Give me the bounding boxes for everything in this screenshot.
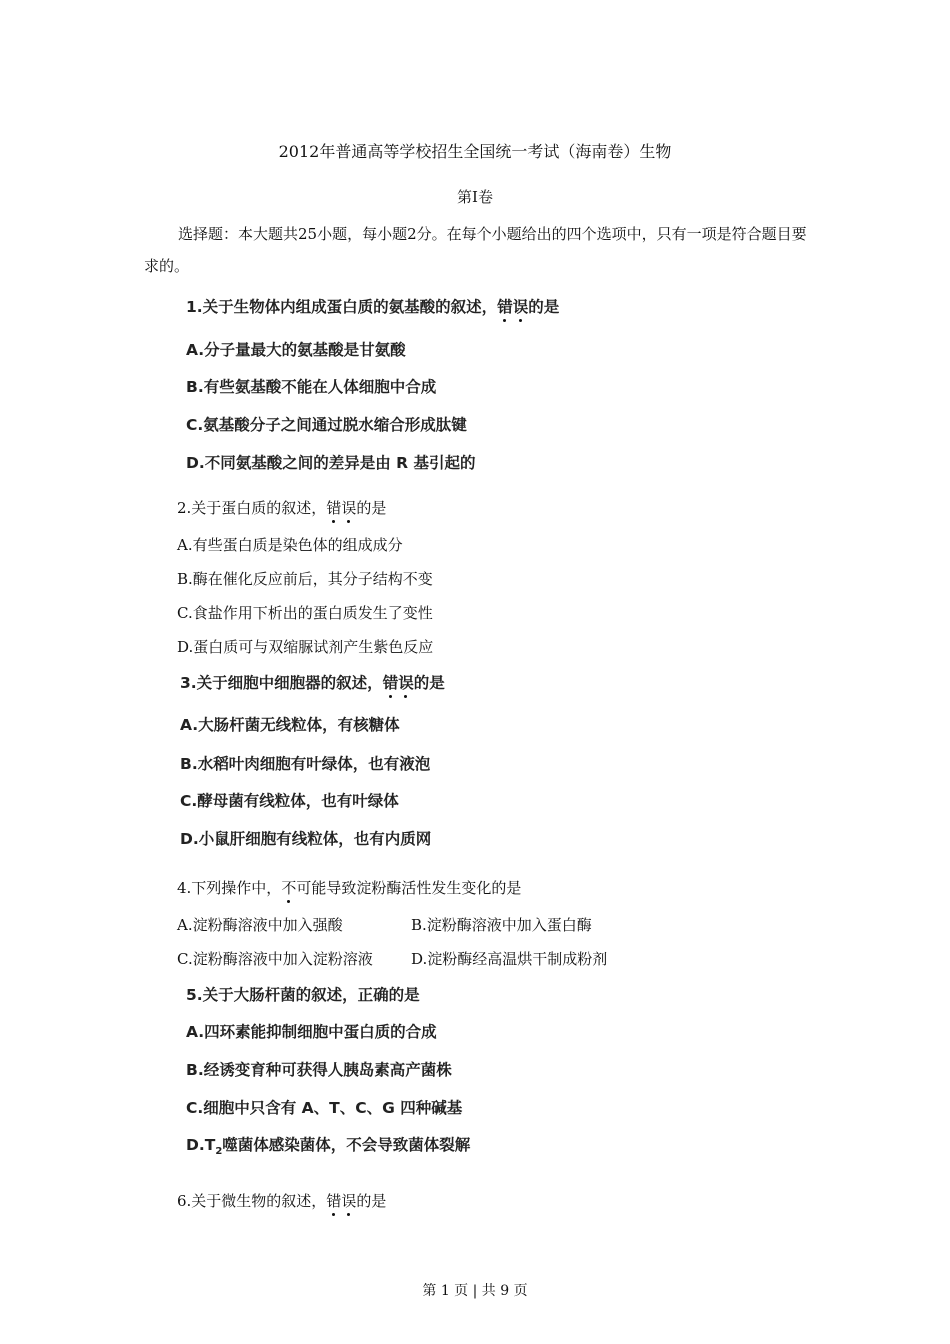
instructions-paragraph: 选择题：本大题共25小题，每小题2分。在每个小题给出的四个选项中，只有一项是符合题目要求的。 — [144, 225, 807, 275]
emphasis-char: 错 — [326, 499, 342, 517]
question-4-option-a: A.淀粉酶溶液中加入强酸 — [177, 916, 343, 934]
question-4-option-b: B.淀粉酶溶液中加入蛋白酶 — [411, 916, 592, 934]
question-5-option-d: $D.T_2$噬菌体感染菌体，不会导致菌体裂解 — [186, 1136, 471, 1158]
question-1-option-b: B.有些氨基酸不能在人体细胞中合成 — [186, 378, 437, 396]
question-1-option-a: A.分子量最大的氨基酸是甘氨酸 — [186, 341, 406, 359]
emphasis-char: 误 — [341, 499, 357, 517]
question-1-option-d: D.不同氨基酸之间的差异是由 R 基引起的 — [186, 454, 476, 472]
question-5-option-a: A.四环素能抑制细胞中蛋白质的合成 — [186, 1023, 437, 1041]
question-6-stem: 6.关于微生物的叙述，错误的是 — [177, 1192, 387, 1210]
emphasis-char: 错 — [383, 671, 399, 693]
question-5-stem: 5.关于大肠杆菌的叙述，正确的是 — [186, 986, 420, 1004]
question-1-stem: 1.关于生物体内组成蛋白质的氨基酸的叙述，错误的是 — [186, 295, 559, 317]
question-1-option-c: C.氨基酸分子之间通过脱水缩合形成肽键 — [186, 416, 467, 434]
emphasis-char: 误 — [398, 671, 414, 693]
emphasis-char: 错 — [497, 295, 513, 317]
emphasis-char: 误 — [341, 1192, 357, 1210]
question-4-option-c: C.淀粉酶溶液中加入淀粉溶液 — [177, 950, 373, 968]
question-3-option-c: C.酵母菌有线粒体，也有叶绿体 — [180, 792, 399, 810]
emphasis-char: 误 — [513, 295, 529, 317]
question-5-option-b: B.经诱变育种可获得人胰岛素高产菌株 — [186, 1061, 452, 1079]
section-heading: 第I卷 — [457, 188, 493, 206]
question-5-option-c: C.细胞中只含有 A、T、C、G 四种碱基 — [186, 1099, 463, 1117]
question-2-option-a: A.有些蛋白质是染色体的组成成分 — [177, 536, 403, 554]
question-4-stem: 4.下列操作中，不可能导致淀粉酶活性发生变化的是 — [177, 879, 522, 897]
document-title: 2012年普通高等学校招生全国统一考试（海南卷）生物 — [278, 142, 672, 161]
question-2-option-c: C.食盐作用下析出的蛋白质发生了变性 — [177, 604, 433, 622]
question-2-stem: 2.关于蛋白质的叙述，错误的是 — [177, 499, 387, 517]
question-2-option-d: D.蛋白质可与双缩脲试剂产生紫色反应 — [177, 638, 434, 656]
emphasis-char: 不 — [281, 879, 297, 897]
question-4-option-d: D.淀粉酶经高温烘干制成粉剂 — [411, 950, 608, 968]
question-3-option-a: A.大肠杆菌无线粒体，有核糖体 — [180, 716, 400, 734]
question-3-option-b: B.水稻叶肉细胞有叶绿体，也有液泡 — [180, 755, 431, 773]
question-3-option-d: D.小鼠肝细胞有线粒体，也有内质网 — [180, 830, 432, 848]
question-2-option-b: B.酶在催化反应前后，其分子结构不变 — [177, 570, 433, 588]
question-3-stem: 3.关于细胞中细胞器的叙述，错误的是 — [180, 671, 445, 693]
page-footer: 第 1 页 | 共 9 页 — [422, 1283, 528, 1299]
emphasis-char: 错 — [326, 1192, 342, 1210]
